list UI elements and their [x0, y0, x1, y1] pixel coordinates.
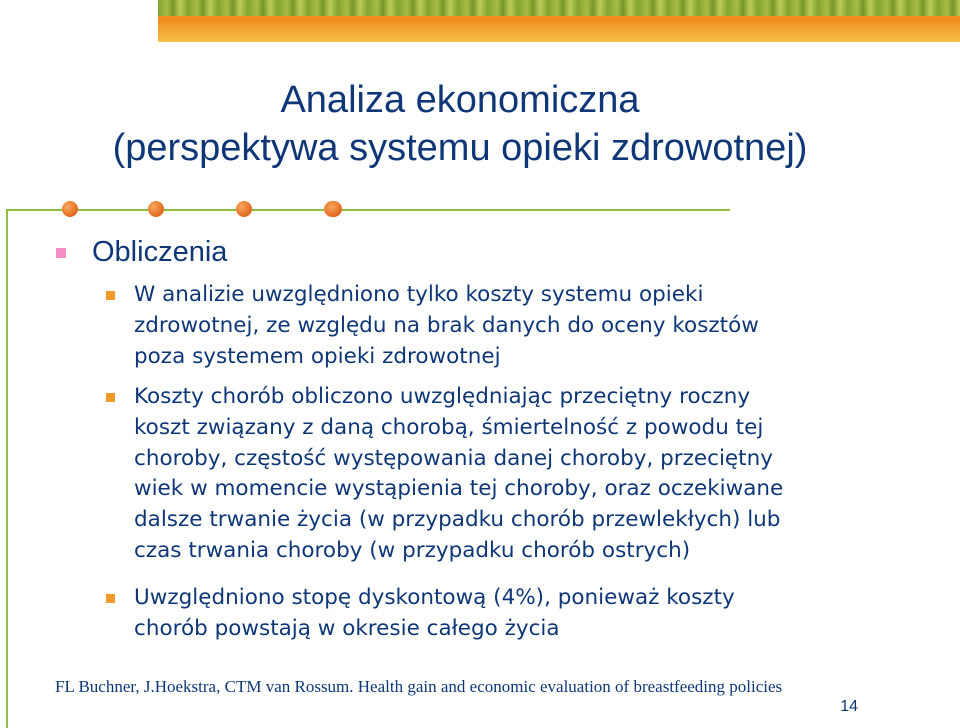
section-heading: Obliczenia [92, 236, 228, 268]
bullet-square-icon [106, 594, 115, 603]
text-line: W analizie uwzględniono tylko koszty systemu opieki [134, 282, 704, 307]
text-line: koszt związany z daną chorobą, śmiertelność z powodu tej [134, 414, 764, 440]
decorative-dot-icon [148, 201, 164, 217]
bullet-text-1 [134, 280, 854, 372]
text-line: zdrowotnej, ze względu na brak danych do oceny kosztów [134, 312, 759, 338]
decorative-dot-icon [236, 201, 252, 217]
text-line: Uwzględniono stopę dyskontową (4%), ponieważ koszty [134, 585, 735, 610]
slide-title [0, 76, 920, 172]
decorative-dot-icon [326, 201, 342, 217]
text-line: wiek w momencie wystąpienia tej choroby, oraz oczekiwane [134, 476, 784, 502]
text-line: czas trwania choroby (w przypadku chorób ostrych) [134, 537, 691, 563]
bullet-square-icon [56, 248, 66, 258]
bullet-text-2 [134, 382, 854, 567]
text-line: dalsze trwanie życia (w przypadku chorób przewlekłych) lub [134, 507, 781, 533]
text-line: Koszty chorób obliczono uwzględniając przeciętny roczny [134, 384, 751, 409]
decorative-dot-icon [62, 201, 78, 217]
footer-citation: FL Buchner, J.Hoekstra, CTM van Rossum. Health gain and economic evaluation of breastfeeding policies [55, 677, 783, 696]
header-decoration-texture [158, 0, 960, 16]
bullet-square-icon [106, 291, 115, 300]
divider-horizontal [6, 209, 730, 211]
slide-title-line-1: Analiza ekonomiczna [280, 79, 640, 121]
slide-title-line-2: (perspektywa systemu opieki zdrowotnej) [112, 127, 808, 169]
text-line: choroby, częstość występowania danej choroby, przeciętny [134, 445, 773, 471]
text-line: poza systemem opieki zdrowotnej [134, 343, 501, 369]
bullet-text-3 [134, 583, 854, 645]
bullet-square-icon [106, 393, 115, 402]
page-number: 14 [840, 698, 858, 715]
text-line: chorób powstają w okresie całego życia [134, 615, 560, 641]
divider-vertical [6, 210, 8, 728]
